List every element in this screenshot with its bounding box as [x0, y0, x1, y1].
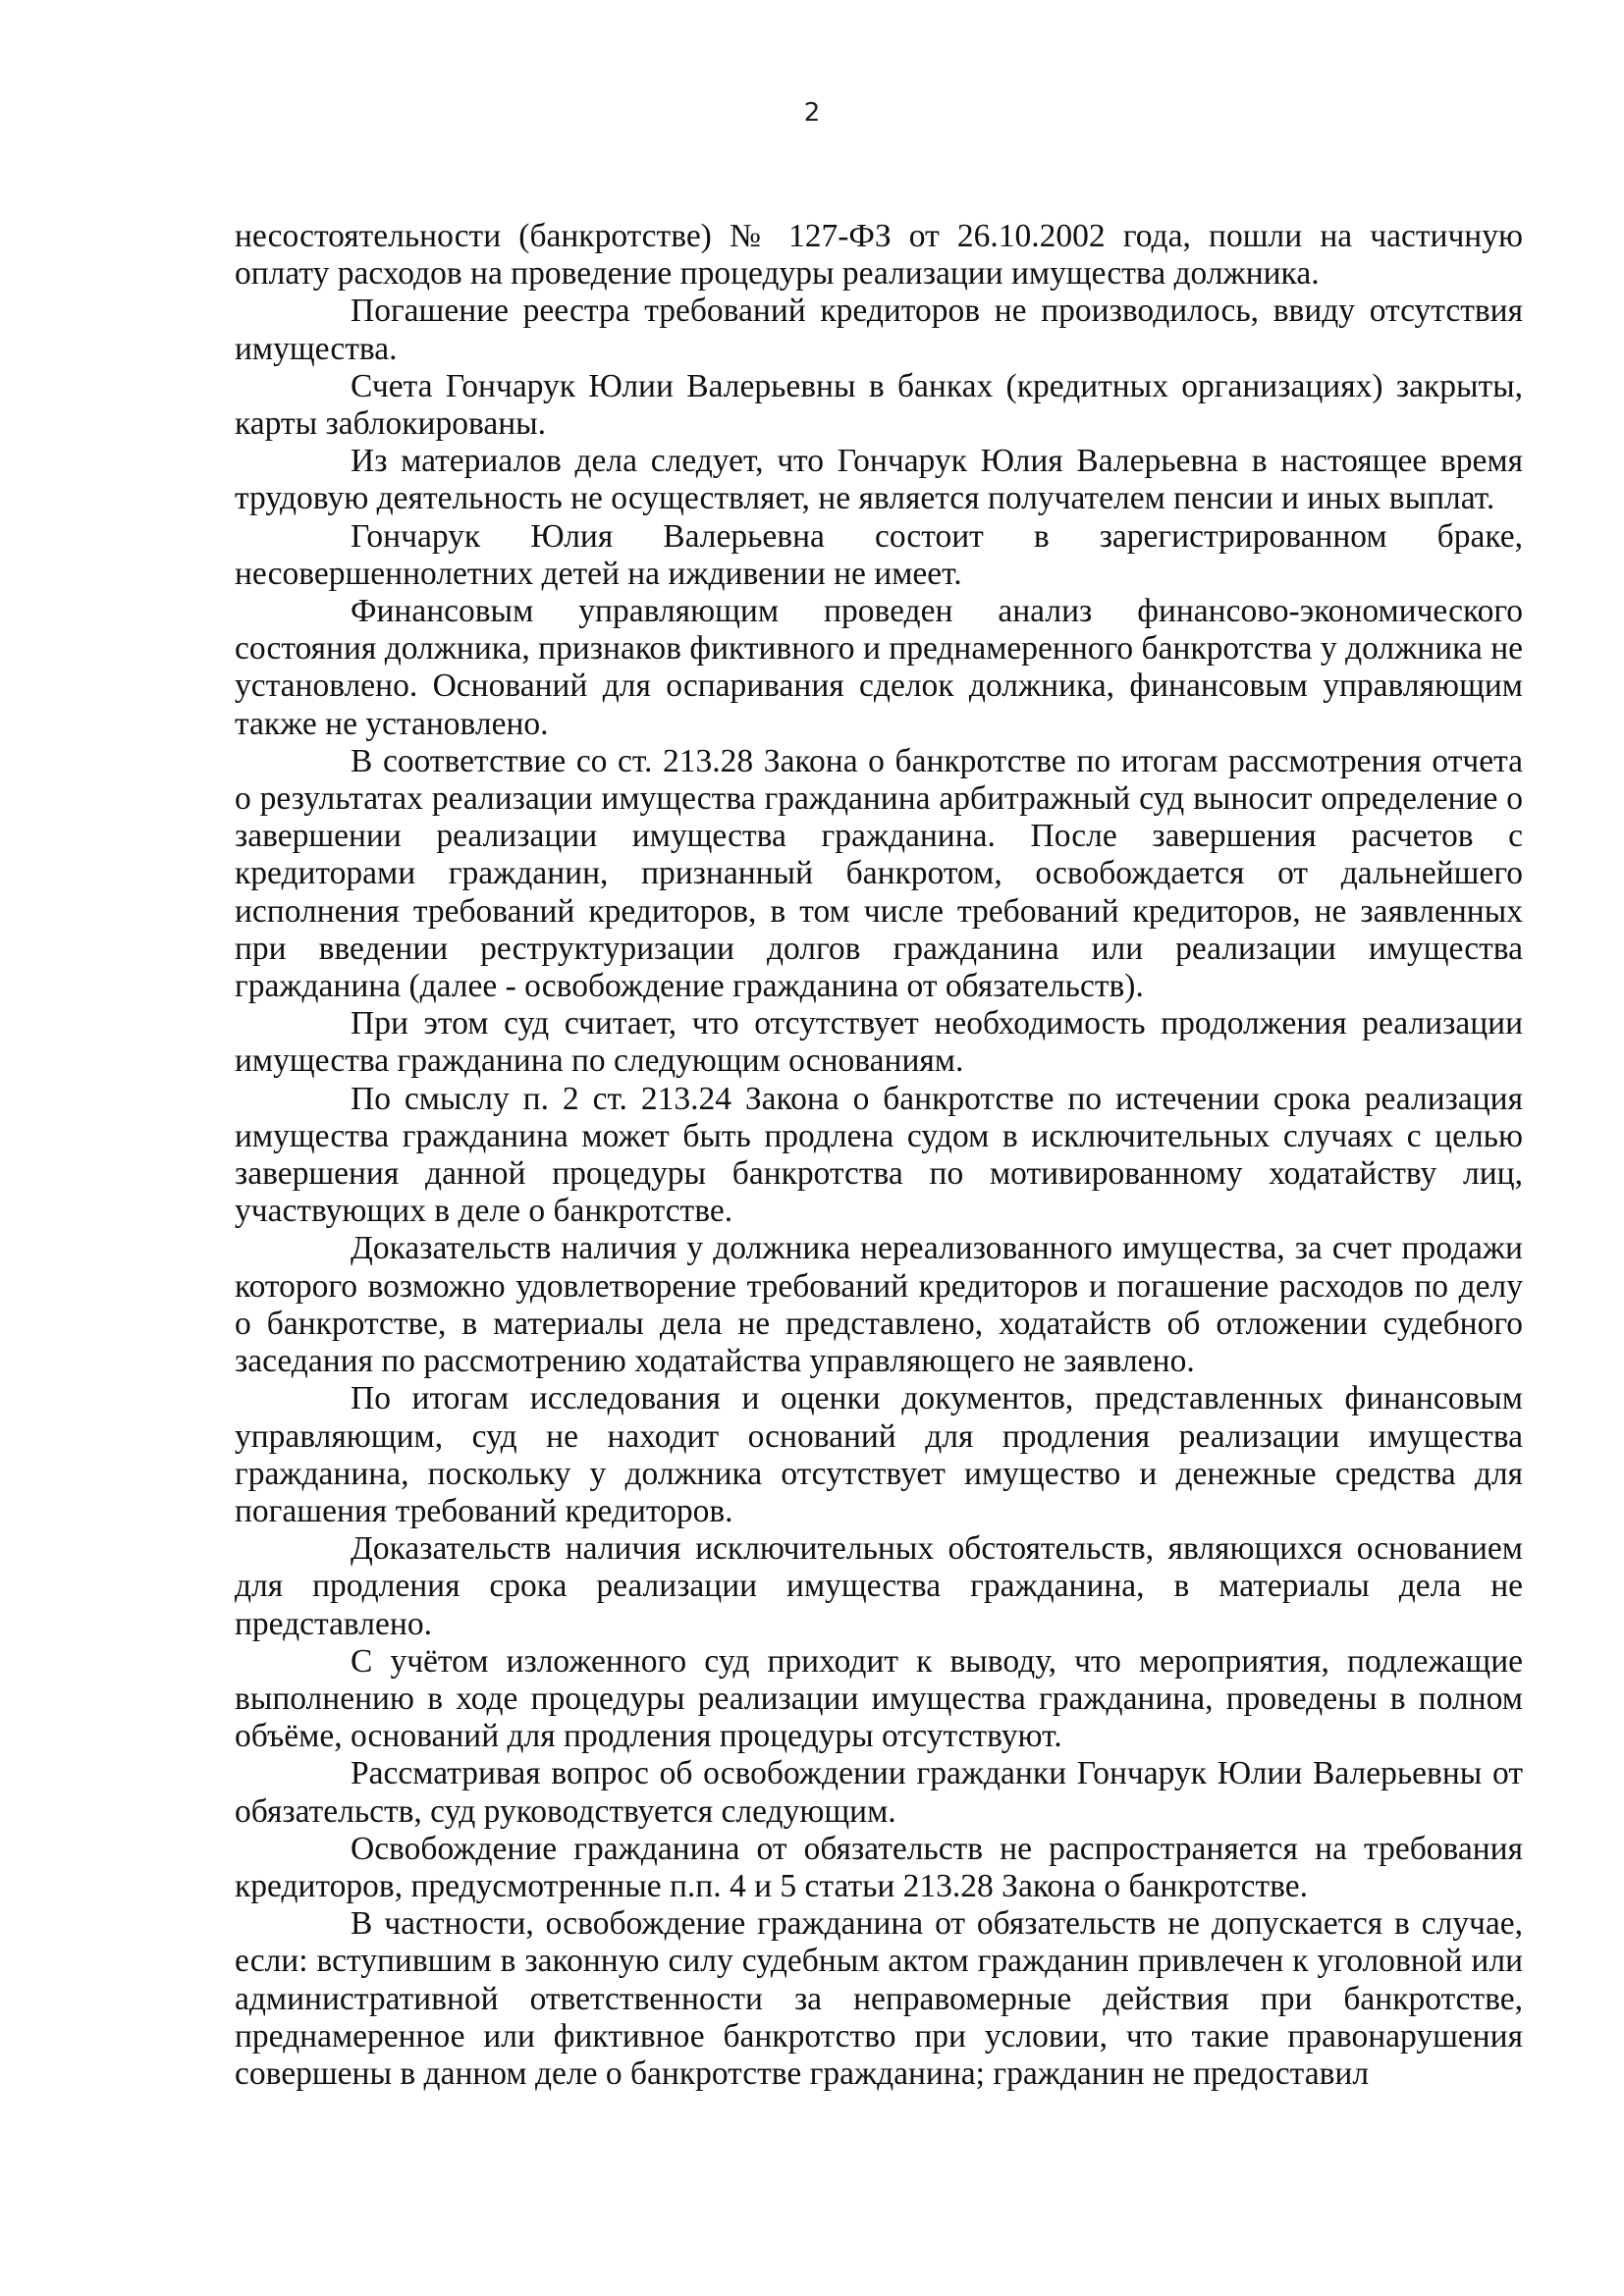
paragraph: Финансовым управляющим проведен анализ финансово-экономического состояния должника, признаков фиктивного и преднамеренного банкротства у должника не установлено. Оснований для оспаривания сделок должника, финансовым управляющим также не установлено. [235, 593, 1523, 742]
paragraph: В соответствие со ст. 213.28 Закона о банкротстве по итогам рассмотрения отчета о результатах реализации имущества гражданина арбитражный суд выносит определение о завершении реализации имущества гражданина. После завершения расчетов с кредиторами гражданин, признанный банкротом, освобождается от дальнейшего исполнения требований кредиторов, в том числе требований кредиторов, не заявленных при введении реструктуризации долгов гражданина или реализации имущества гражданина (далее - освобождение гражданина от обязательств). [235, 742, 1523, 1005]
paragraph: несостоятельности (банкротстве) № 127-ФЗ от 26.10.2002 года, пошли на частичную оплату расходов на проведение процедуры реализации имущества должника. [235, 218, 1523, 293]
paragraph: Доказательств наличия исключительных обстоятельств, являющихся основанием для продления срока реализации имущества гражданина, в материалы дела не представлено. [235, 1530, 1523, 1642]
document-body [235, 218, 1523, 2093]
paragraph: Освобождение гражданина от обязательств не распространяется на требования кредиторов, предусмотренные п.п. 4 и 5 статьи 213.28 Закона о банкротстве. [235, 1830, 1523, 1904]
paragraph: Из материалов дела следует, что Гончарук Юлия Валерьевна в настоящее время трудовую деятельность не осуществляет, не является получателем пенсии и иных выплат. [235, 443, 1523, 517]
paragraph: Рассматривая вопрос об освобождении гражданки Гончарук Юлии Валерьевны от обязательств, суд руководствуется следующим. [235, 1755, 1523, 1830]
paragraph: В частности, освобождение гражданина от обязательств не допускается в случае, если: вступившим в законную силу судебным актом гражданин привлечен к уголовной или административной ответственности за неправомерные действия при банкротстве, преднамеренное или фиктивное банкротство при условии, что такие правонарушения совершены в данном деле о банкротстве гражданина; гражданин не предоставил [235, 1905, 1523, 2092]
page-number: 2 [803, 98, 821, 128]
paragraph: Доказательств наличия у должника нереализованного имущества, за счет продажи которого возможно удовлетворение требований кредиторов и погашение расходов по делу о банкротстве, в материалы дела не представлено, ходатайств об отложении судебного заседания по рассмотрению ходатайства управляющего не заявлено. [235, 1230, 1523, 1380]
paragraph: Погашение реестра требований кредиторов не производилось, ввиду отсутствия имущества. [235, 293, 1523, 367]
paragraph: Гончарук Юлия Валерьевна состоит в зарегистрированном браке, несовершеннолетних детей на иждивении не имеет. [235, 517, 1523, 592]
paragraph: По итогам исследования и оценки документов, представленных финансовым управляющим, суд не находит оснований для продления реализации имущества гражданина, поскольку у должника отсутствует имущество и денежные средства для погашения требований кредиторов. [235, 1380, 1523, 1529]
paragraph: При этом суд считает, что отсутствует необходимость продолжения реализации имущества гражданина по следующим основаниям. [235, 1005, 1523, 1080]
paragraph: По смыслу п. 2 ст. 213.24 Закона о банкротстве по истечении срока реализация имущества гражданина может быть продлена судом в исключительных случаях с целью завершения данной процедуры банкротства по мотивированному ходатайству лиц, участвующих в деле о банкротстве. [235, 1080, 1523, 1230]
paragraph: С учётом изложенного суд приходит к выводу, что мероприятия, подлежащие выполнению в ходе процедуры реализации имущества гражданина, проведены в полном объёме, оснований для продления процедуры отсутствуют. [235, 1642, 1523, 1755]
paragraph: Счета Гончарук Юлии Валерьевны в банках (кредитных организациях) закрыты, карты заблокированы. [235, 367, 1523, 443]
